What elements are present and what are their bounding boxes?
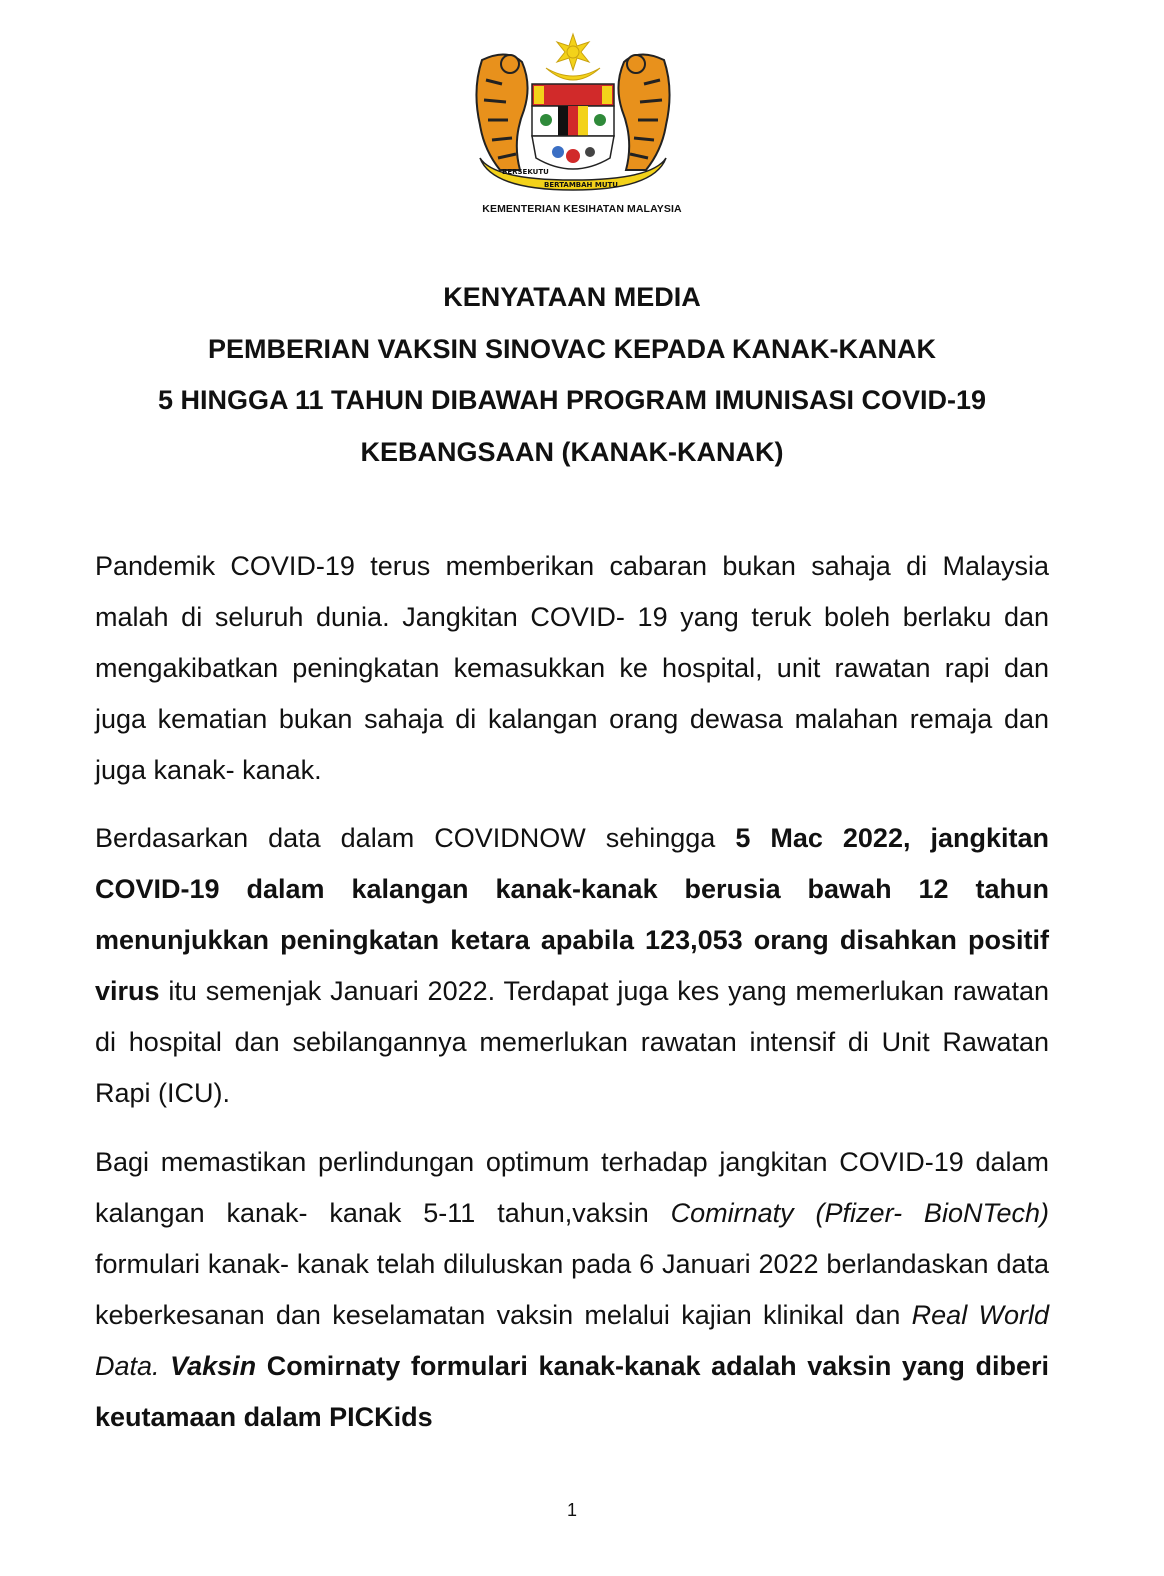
document-title	[0, 272, 1144, 478]
paragraph-3-bold-italic: Vaksin	[170, 1351, 257, 1381]
paragraph-2-bold: 5 Mac 2022, jangkitan COVID-19 dalam kalangan kanak-kanak berusia bawah 12 tahun menunjukkan peningkatan ketara apabila 123,053 orang disahkan positif virus	[95, 823, 1049, 1006]
paragraph-2-text-a: Berdasarkan data dalam COVIDNOW sehingga	[95, 823, 736, 853]
paragraph-3-text-a: Bagi memastikan perlindungan optimum terhadap jangkitan COVID-19 dalam kalangan kanak- kanak 5-11 tahun,vaksin	[95, 1147, 1049, 1228]
crest-motto-right: BERTAMBAH MUTU	[544, 181, 618, 189]
paragraph-3-space	[160, 1351, 171, 1381]
coat-of-arms-logo	[462, 30, 684, 200]
paragraph-2	[95, 813, 1049, 1119]
shield-icon	[532, 84, 614, 169]
title-line-3: 5 HINGGA 11 TAHUN DIBAWAH PROGRAM IMUNISASI COVID-19	[157, 385, 987, 415]
title-line-4: KEBANGSAAN (KANAK-KANAK)	[360, 436, 784, 467]
paragraph-3-text-c: formulari kanak- kanak telah diluluskan pada 6 Januari 2022 berlandaskan data keberkesanan dan keselamatan vaksin melalui kajian klinikal dan	[95, 1249, 1049, 1330]
federal-star-icon	[557, 34, 589, 70]
paragraph-3-italic-rwd: Real World Data.	[95, 1300, 1049, 1381]
paragraph-3-italic-vaccine: Comirnaty (Pfizer- BioNTech)	[670, 1198, 1049, 1228]
paragraph-1: Pandemik COVID-19 terus memberikan cabaran bukan sahaja di Malaysia malah di seluruh dunia. Jangkitan COVID- 19 yang teruk boleh berlaku dan mengakibatkan peningkatan kemasukkan ke hospital, unit rawatan rapi dan juga kematian bukan sahaja di kalangan orang dewasa malahan remaja dan juga kanak- kanak.	[95, 551, 1049, 785]
paragraph-2-text-c: itu semenjak Januari 2022. Terdapat juga kes yang memerlukan rawatan di hospital dan sebilangannya memerlukan rawatan intensif di Unit Rawatan Rapi (ICU).	[95, 976, 1049, 1108]
right-tiger-icon	[618, 54, 669, 170]
crest-motto-left: BERSEKUTU	[502, 168, 549, 176]
page-number: 1	[566, 1500, 577, 1520]
ministry-name: KEMENTERIAN KESIHATAN MALAYSIA	[482, 203, 682, 215]
left-tiger-icon	[476, 54, 527, 170]
title-line-1: KENYATAAN MEDIA	[443, 282, 701, 312]
paragraph-3-bold: Comirnaty formulari kanak-kanak adalah vaksin yang diberi keutamaan dalam PICKids	[95, 1351, 1049, 1432]
title-line-2: PEMBERIAN VAKSIN SINOVAC KEPADA KANAK-KANAK	[207, 333, 937, 364]
paragraph-3	[95, 1137, 1049, 1443]
